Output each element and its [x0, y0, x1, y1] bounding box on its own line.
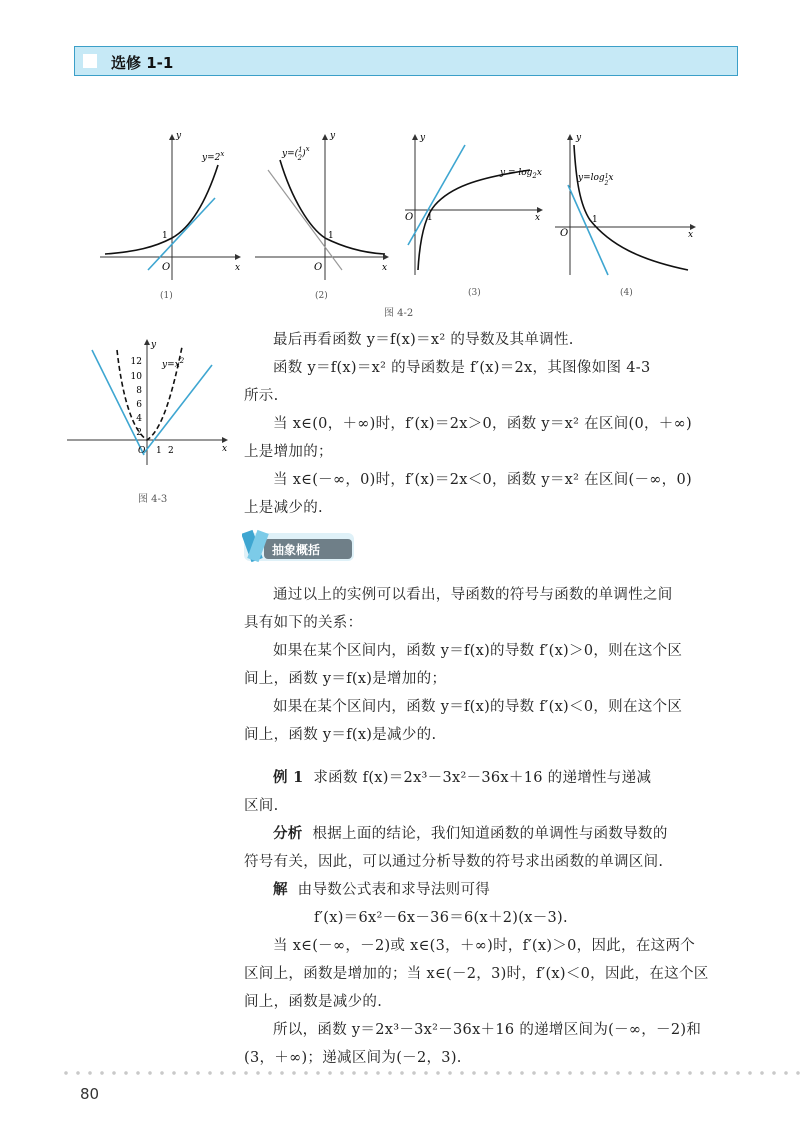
p3: 当 x∈(0，＋∞)时，f′(x)＝2x＞0，函数 y＝x² 在区间(0，＋∞)	[273, 416, 692, 432]
graph-1-label: (1)	[160, 291, 173, 301]
example-1b: 区间.	[244, 798, 279, 814]
example-text: 求函数 f(x)＝2x³－3x²－36x＋16 的递增性与递减	[313, 770, 652, 786]
yt-4: 4	[136, 414, 142, 424]
graph-1-xaxis: x	[235, 263, 241, 273]
header-square-icon	[83, 54, 97, 68]
yt-2: 2	[136, 428, 142, 438]
solution-label: 解	[273, 881, 288, 898]
figure-4-2	[90, 120, 710, 320]
p3b: 上是增加的；	[244, 444, 333, 460]
w2: 所以，函数 y＝2x³－3x²－36x＋16 的递增区间为(－∞，－2)和	[273, 1022, 702, 1038]
text-block-2	[244, 581, 724, 749]
graph-2-yaxis: y	[330, 131, 336, 141]
yt-12: 12	[130, 357, 142, 367]
formula: f′(x)＝6x²－6x－36＝6(x＋2)(x－3).	[314, 910, 568, 926]
fig43-xaxis: x	[222, 444, 228, 454]
graph-3-point: 1	[427, 213, 433, 223]
s1: 通过以上的实例可以看出，导函数的符号与函数的单调性之间	[273, 587, 673, 603]
analysis-text: 根据上面的结论，我们知道函数的单调性与函数导数的	[312, 826, 668, 842]
s2: 如果在某个区间内，函数 y＝f(x)的导数 f′(x)＞0，则在这个区	[273, 643, 683, 659]
graph-1-point: 1	[162, 231, 168, 241]
graph-4-origin: O	[560, 228, 569, 239]
graph-3-yaxis: y	[420, 133, 426, 143]
yt-8: 8	[136, 386, 142, 396]
fig43-origin: O	[138, 446, 146, 456]
graph-2-func: y=($^1$ 2)$^x$	[282, 145, 310, 162]
figure-4-3	[62, 335, 237, 475]
graph-4-point: 1	[592, 215, 598, 225]
graph-3-origin: O	[405, 212, 414, 223]
yt-10: 10	[130, 372, 142, 382]
fig43-yaxis: y	[151, 340, 157, 350]
example-label: 例 1	[273, 769, 304, 786]
figure-4-2-caption: 图 4-2	[384, 308, 414, 319]
graph-4-label: (4)	[620, 288, 633, 298]
analysis-b: 符号有关，因此，可以通过分析导数的符号求出函数的单调区间.	[244, 854, 664, 870]
graph-2-xaxis: x	[382, 263, 388, 273]
graph-1	[100, 131, 240, 301]
yt-6: 6	[136, 400, 142, 410]
graph-2-label: (2)	[315, 291, 328, 301]
graph-3-func: $y = \log_2x$	[500, 168, 542, 180]
graph-2-origin: O	[314, 262, 323, 273]
w1c: 间上，函数是减少的.	[244, 994, 383, 1010]
graph-2-point: 1	[328, 231, 334, 241]
graph-4-yaxis: y	[576, 133, 582, 143]
w2b: (3，＋∞)；递减区间为(－2，3).	[244, 1050, 462, 1066]
graph-3-xaxis: x	[535, 213, 541, 223]
analysis-label: 分析	[273, 825, 303, 842]
badge-label: 抽象概括	[272, 543, 321, 557]
solution	[244, 876, 724, 904]
w1b: 区间上，函数是增加的；当 x∈(－2，3)时，f′(x)＜0，因此，在这个区	[244, 966, 709, 982]
page-number: 80	[80, 1085, 100, 1103]
graph-1-func: $y=2^x$	[202, 150, 225, 163]
graph-1-origin: O	[162, 262, 171, 273]
graph-3	[405, 133, 542, 298]
graph-2	[255, 131, 388, 301]
header-title: 选修 1-1	[111, 54, 174, 72]
example-1	[244, 764, 724, 792]
graph-4-func: $y=\log^1$ 2x	[578, 173, 614, 187]
p2: 函数 y＝f(x)＝x² 的导函数是 f′(x)＝2x，其图像如图 4-3	[273, 360, 651, 376]
w1: 当 x∈(－∞，－2)或 x∈(3，＋∞)时，f′(x)＞0，因此，在这两个	[273, 938, 696, 954]
xt-2: 2	[168, 446, 174, 456]
example-block	[244, 764, 724, 1072]
s3: 如果在某个区间内，函数 y＝f(x)的导数 f′(x)＜0，则在这个区	[273, 699, 683, 715]
xt-1: 1	[156, 446, 162, 456]
graph-4-xaxis: x	[688, 230, 694, 240]
s2b: 间上，函数 y＝f(x)是增加的；	[244, 671, 447, 687]
p4b: 上是减少的.	[244, 500, 323, 516]
s1b: 具有如下的关系：	[244, 615, 363, 631]
p2b: 所示.	[244, 388, 279, 404]
s3b: 间上，函数 y＝f(x)是减少的.	[244, 727, 437, 743]
abstract-summary-badge	[242, 525, 360, 567]
analysis	[244, 820, 724, 848]
solution-text: 由导数公式表和求导法则可得	[297, 882, 491, 898]
fig43-func: $y=x^2$	[162, 357, 185, 370]
figure-4-3-caption: 图 4-3	[138, 494, 168, 505]
footer-divider	[60, 1071, 800, 1075]
graph-3-label: (3)	[468, 288, 481, 298]
graph-1-yaxis: y	[176, 131, 182, 141]
graph-4	[555, 133, 695, 298]
header-bar	[74, 46, 738, 76]
p1: 最后再看函数 y＝f(x)＝x² 的导数及其单调性.	[273, 332, 574, 348]
p4: 当 x∈(－∞，0)时，f′(x)＝2x＜0，函数 y＝x² 在区间(－∞，0)	[273, 472, 692, 488]
text-block-1	[244, 326, 724, 522]
